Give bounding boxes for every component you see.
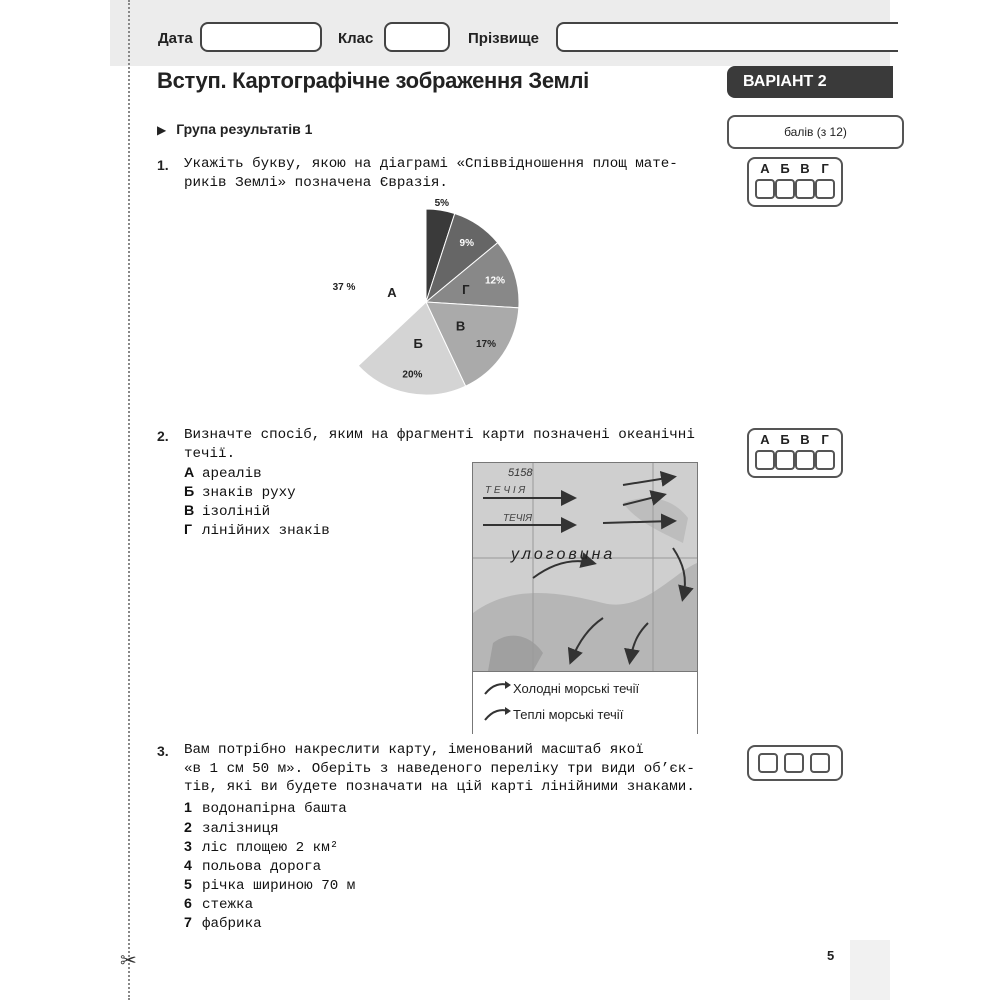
answer-letter: Г (821, 161, 829, 176)
q1-answer-grid (747, 157, 843, 207)
item-number: 6 (184, 896, 192, 912)
q3-line: тів, які ви будете позначати на цій карті лінійними знаками. (184, 779, 695, 795)
q3-item (184, 858, 321, 875)
option-letter: А (184, 465, 195, 481)
pie-value-label: 37 % (332, 282, 356, 293)
map-basin-label: улоговина (511, 546, 616, 563)
answer-cell-3[interactable] (810, 753, 830, 773)
map-image (473, 463, 697, 671)
cold-current-icon (483, 680, 513, 696)
q3-item (184, 896, 253, 913)
answer-cell-v[interactable] (795, 450, 815, 470)
date-field[interactable] (200, 22, 322, 52)
item-text: стежка (202, 897, 254, 913)
surname-label: Прізвище (468, 30, 540, 47)
class-label: Клас (338, 30, 374, 47)
q2-line: течії. (184, 445, 236, 462)
map-legend (473, 671, 697, 734)
answer-cell-1[interactable] (758, 753, 778, 773)
option-text: лінійних знаків (202, 523, 330, 539)
page-title: Вступ. Картографічне зображення Землі (157, 68, 589, 93)
q3-number: 3. (157, 743, 169, 759)
pie-value-label: 5% (434, 198, 450, 210)
pie-slice-letter: Б (413, 336, 423, 352)
q3-text (184, 741, 695, 797)
q2-option-g[interactable] (184, 522, 330, 539)
q1-line: риків Землі» позначена Євразія. (184, 174, 448, 191)
item-number: 7 (184, 915, 192, 931)
answer-cell-g[interactable] (815, 450, 835, 470)
answer-cell-b[interactable] (775, 450, 795, 470)
q3-line: «в 1 см 50 м». Оберіть з наведеного переліку три види об’єк- (184, 760, 695, 777)
answer-cell-2[interactable] (784, 753, 804, 773)
item-number: 5 (184, 877, 192, 893)
pie-value-label: 9% (459, 238, 475, 250)
cut-line (128, 0, 130, 1000)
answer-cell-v[interactable] (795, 179, 815, 199)
answer-letter: В (800, 432, 810, 447)
q3-item (184, 877, 355, 894)
answer-letter: Б (780, 161, 790, 176)
q1-text (184, 155, 678, 192)
legend-warm: Теплі морські течії (513, 707, 624, 722)
continents-pie-chart (320, 195, 540, 410)
page-number: 5 (827, 948, 835, 963)
q3-line: Вам потрібно накреслити карту, іменований масштаб якої (184, 742, 644, 758)
q3-item (184, 915, 262, 932)
option-text: ареалів (202, 466, 262, 482)
page-corner (850, 940, 890, 1000)
q2-text (184, 426, 695, 463)
item-text: фабрика (202, 916, 262, 932)
group-title: Група результатів 1 (176, 121, 313, 137)
q2-answer-grid (747, 428, 843, 478)
item-text: ліс площею 2 км² (202, 840, 339, 856)
item-text: річка шириною 70 м (202, 878, 356, 894)
variant-badge: ВАРІАНТ 2 (727, 66, 893, 98)
map-current-label: Т Е Ч І Я (485, 485, 526, 496)
answer-letter: Г (821, 432, 829, 447)
q3-item (184, 800, 347, 817)
answer-letter: А (760, 432, 770, 447)
q2-number: 2. (157, 428, 169, 444)
ocean-currents-map (472, 462, 698, 734)
q1-line: Укажіть букву, якою на діаграмі «Співвідношення площ мате- (184, 156, 678, 172)
warm-current-icon (483, 706, 513, 722)
pie-value-label: 17% (475, 338, 497, 350)
item-text: залізниця (202, 821, 279, 837)
group-heading (157, 121, 312, 137)
pie-slice-letter: А (387, 285, 397, 300)
pie-value-label: 20% (402, 369, 423, 381)
q3-answer-grid (747, 745, 843, 781)
answer-cell-a[interactable] (755, 179, 775, 199)
item-number: 3 (184, 839, 192, 855)
option-text: ізоліній (202, 504, 271, 520)
option-letter: Г (184, 522, 193, 538)
q3-item (184, 820, 279, 837)
answer-cell-a[interactable] (755, 450, 775, 470)
pie-value-label: 12% (484, 275, 505, 287)
date-label: Дата (158, 30, 193, 47)
score-box[interactable]: балів (з 12) (727, 115, 904, 149)
q2-line: Визначте спосіб, яким на фрагменті карти позначені океанічні (184, 427, 695, 443)
surname-field[interactable] (556, 22, 898, 52)
q3-item (184, 839, 338, 856)
legend-cold: Холодні морські течії (513, 681, 640, 696)
item-number: 2 (184, 820, 192, 836)
class-field[interactable] (384, 22, 450, 52)
scissors-icon: ✂ (120, 950, 137, 972)
item-text: польова дорога (202, 859, 322, 875)
option-text: знаків руху (202, 485, 296, 501)
q1-number: 1. (157, 157, 169, 173)
item-text: водонапірна башта (202, 801, 347, 817)
pie-slice-letter: Г (462, 282, 470, 298)
map-depth-label: 5158 (508, 467, 533, 479)
option-letter: В (184, 503, 195, 519)
q2-option-v[interactable] (184, 503, 270, 520)
answer-letter: Б (780, 432, 790, 447)
map-current-label: ТЕЧІЯ (503, 513, 533, 524)
q2-option-a[interactable] (184, 465, 262, 482)
triangle-icon: ▶ (157, 123, 167, 137)
answer-letter: В (800, 161, 810, 176)
option-letter: Б (184, 484, 195, 500)
answer-cell-g[interactable] (815, 179, 835, 199)
q2-option-b[interactable] (184, 484, 296, 501)
item-number: 1 (184, 800, 192, 816)
item-number: 4 (184, 858, 192, 874)
answer-cell-b[interactable] (775, 179, 795, 199)
pie-slice-letter: В (455, 318, 466, 334)
answer-letter: А (760, 161, 770, 176)
